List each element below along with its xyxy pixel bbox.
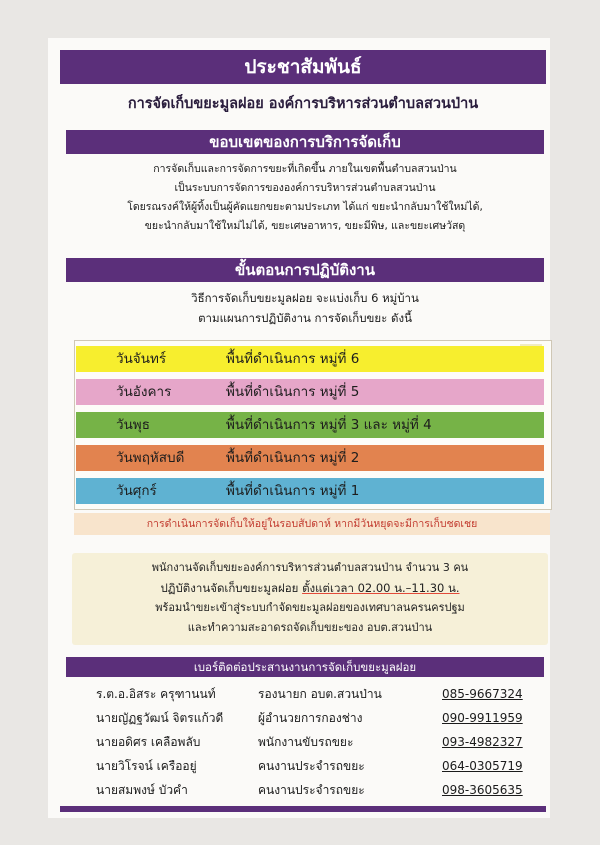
contacts-heading: เบอร์ติดต่อประสานงานการจัดเก็บขยะมูลฝอย: [66, 657, 544, 677]
schedule-row-tuesday: [76, 379, 544, 405]
poster-title: ประชาสัมพันธ์: [60, 50, 546, 84]
staff-working-hours: ตั้งแต่เวลา 02.00 น.–11.30 น.: [302, 581, 460, 595]
schedule-row-monday: [76, 346, 544, 372]
procedure-heading: ขั้นตอนการปฏิบัติงาน: [66, 258, 544, 282]
procedure-line-2: ตามแผนการปฏิบัติงาน การจัดเก็บขยะ ดังนี้: [198, 311, 412, 325]
scope-heading: ขอบเขตของการบริการจัดเก็บ: [66, 130, 544, 154]
contact-row: [66, 707, 544, 729]
contact-row: [66, 779, 544, 801]
schedule-day: วันพุธ: [116, 417, 150, 433]
staff-line-3: พร้อมนำขยะเข้าสู่ระบบกำจัดขยะมูลฝอยของเทศบาลนครนครปฐม: [155, 601, 465, 614]
schedule-row-thursday: [76, 445, 544, 471]
schedule-area: พื้นที่ดำเนินการ หมู่ที่ 2: [226, 450, 360, 466]
schedule-day: วันศุกร์: [116, 483, 157, 499]
contact-position: คนงานประจำรถขยะ: [258, 783, 365, 797]
staff-line-2-lead: ปฏิบัติงานจัดเก็บขยะมูลฝอย: [160, 581, 303, 595]
contact-phone: 093-4982327: [442, 735, 523, 749]
contact-row: [66, 755, 544, 777]
procedure-line-1: วิธีการจัดเก็บขยะมูลฝอย จะแบ่งเก็บ 6 หมู่บ้าน: [191, 291, 419, 305]
schedule-area: พื้นที่ดำเนินการ หมู่ที่ 5: [226, 384, 360, 400]
scope-line-4: ขยะนำกลับมาใช้ใหม่ไม่ได้, ขยะเศษอาหาร, ขยะมีพิษ, และขยะเศษวัสดุ: [144, 220, 466, 232]
staff-line-1: พนักงานจัดเก็บขยะองค์การบริหารส่วนตำบลสวนป่าน จำนวน 3 คน: [151, 561, 469, 574]
schedule-day: วันพฤหัสบดี: [116, 450, 185, 466]
staff-line-2: [72, 579, 548, 597]
footer-band: [60, 806, 546, 812]
contact-phone: 085-9667324: [442, 687, 523, 701]
contact-name: นายอดิศร เคลือพลับ: [96, 735, 201, 749]
schedule-row-wednesday: [76, 412, 544, 438]
contact-row: [66, 683, 544, 705]
schedule-area: พื้นที่ดำเนินการ หมู่ที่ 3 และ หมู่ที่ 4: [226, 417, 432, 433]
scope-line-1: การจัดเก็บและการจัดการขยะที่เกิดขึ้น ภายในเขตพื้นตำบลสวนป่าน: [153, 163, 457, 175]
schedule-row-friday: [76, 478, 544, 504]
contact-name: นายสมพงษ์ บัวคำ: [96, 783, 188, 797]
contact-phone: 098-3605635: [442, 783, 523, 797]
contact-row: [66, 731, 544, 753]
schedule-day: วันจันทร์: [116, 351, 167, 367]
contact-name: ร.ต.อ.อิสระ ครุฑานนท์: [96, 687, 216, 701]
scope-line-3: โดยรณรงค์ให้ผู้ทิ้งเป็นผู้คัดแยกขยะตามประเภท ได้แก่ ขยะนำกลับมาใช้ใหม่ได้,: [127, 201, 483, 213]
contact-position: รองนายก อบต.สวนป่าน: [258, 687, 382, 701]
scope-line-2: เป็นระบบการจัดการขององค์การบริหารส่วนตำบลสวนป่าน: [174, 182, 436, 194]
schedule-day: วันอังคาร: [116, 384, 172, 400]
contact-name: นายวิโรจน์ เครืออยู่: [96, 759, 197, 773]
contact-phone: 090-9911959: [442, 711, 523, 725]
schedule-note: การดำเนินการจัดเก็บให้อยู่ในรอบสัปดาห์ หากมีวันหยุดจะมีการเก็บชดเชย: [74, 513, 550, 535]
contact-position: ผู้อำนวยการกองช่าง: [258, 711, 363, 725]
contact-name: นายญัฏฐวัฒน์ จิตรแก้วดี: [96, 711, 224, 725]
contact-position: คนงานประจำรถขยะ: [258, 759, 365, 773]
schedule-area: พื้นที่ดำเนินการ หมู่ที่ 1: [226, 483, 360, 499]
contact-position: พนักงานขับรถขยะ: [258, 735, 354, 749]
contact-phone: 064-0305719: [442, 759, 523, 773]
staff-line-4: และทำความสะอาดรถจัดเก็บขยะของ อบต.สวนป่าน: [187, 621, 433, 634]
schedule-area: พื้นที่ดำเนินการ หมู่ที่ 6: [226, 351, 360, 367]
poster-subtitle: การจัดเก็บขยะมูลฝอย องค์การบริหารส่วนตำบลสวนป่าน: [127, 96, 479, 112]
